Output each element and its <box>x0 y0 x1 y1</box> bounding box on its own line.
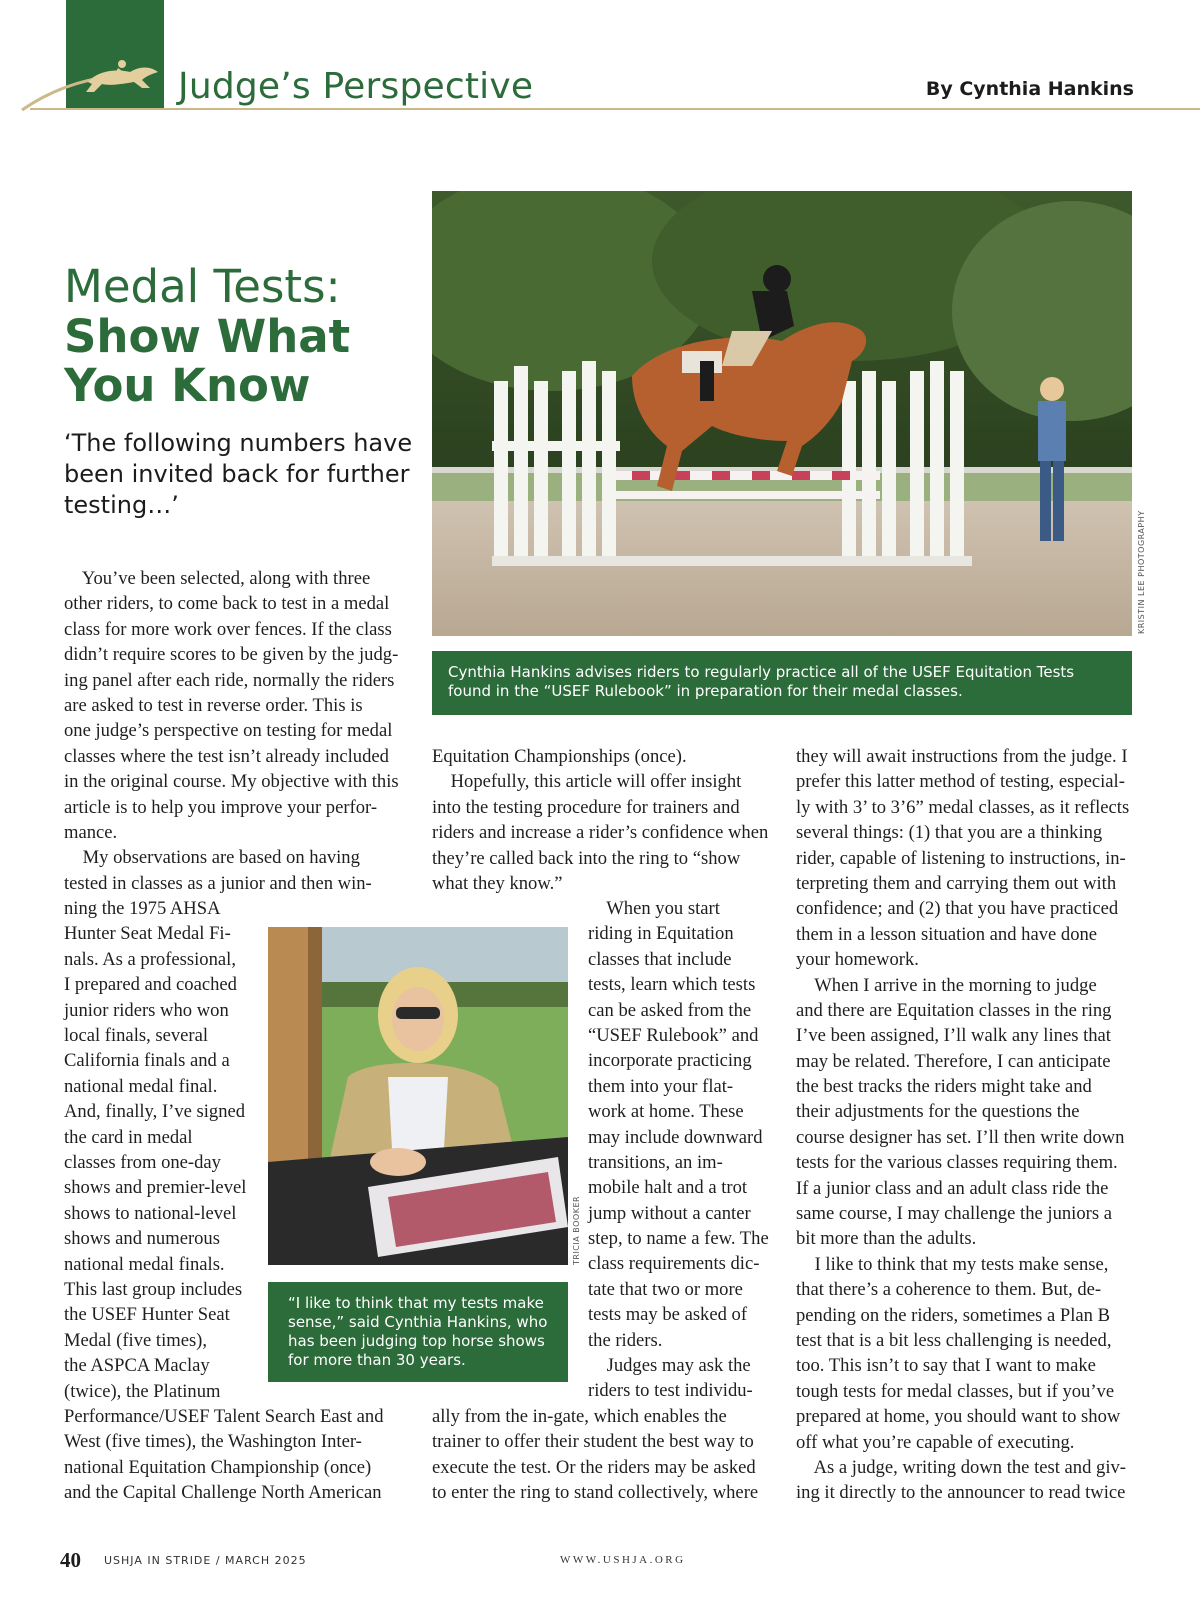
website-url: WWW.USHJA.ORG <box>560 1554 686 1566</box>
body-line: the USEF Hunter Seat <box>64 1304 230 1326</box>
body-line: the card in medal <box>64 1126 193 1148</box>
body-line: in the original course. My objective with this <box>64 771 399 793</box>
body-line: they will await instructions from the judge. I <box>796 746 1128 767</box>
body-line: nals. As a professional, <box>64 948 236 970</box>
body-line: into the testing procedure for trainers and <box>432 796 740 818</box>
body-line: tough tests for medal classes, but if you’ve <box>796 1380 1115 1402</box>
body-line: didn’t require scores to be given by the judg- <box>64 644 399 666</box>
body-line: local finals, several <box>64 1025 209 1047</box>
headline-light: Medal Tests: <box>64 260 341 313</box>
body-line: riders and increase a rider’s confidence when <box>432 822 769 844</box>
body-line: and the Capital Challenge North American <box>64 1482 382 1504</box>
body-line: bit more than the adults. <box>796 1228 977 1250</box>
body-line: confidence; and (2) that you have practiced <box>796 898 1119 920</box>
body-line: work at home. These <box>588 1101 744 1123</box>
body-line: them into your flat- <box>588 1075 734 1097</box>
body-line: several things: (1) that you are a thinking <box>796 822 1103 844</box>
byline: By Cynthia Hankins <box>925 78 1134 100</box>
body-line: Equitation Championships (once). <box>432 746 687 767</box>
body-line: junior riders who won <box>64 999 229 1021</box>
body-line: jump without a canter <box>588 1202 751 1224</box>
body-line: transitions, an im- <box>588 1151 723 1173</box>
inset-photo-caption: “I like to think that my tests make sense,” said Cynthia Hankins, who has been judging top horse shows for more than 30 years. <box>268 1282 568 1382</box>
body-line: classes from one-day <box>64 1151 221 1173</box>
body-line: what they know.” <box>432 872 563 894</box>
headline-bold-line-2: You Know <box>64 359 311 412</box>
body-line: California finals and a <box>64 1050 230 1072</box>
body-column-2-top <box>432 744 768 896</box>
body-line: can be asked from the <box>588 999 752 1021</box>
body-line: may be related. Therefore, I can anticipate <box>796 1050 1111 1072</box>
body-line: tate that two or more <box>588 1278 743 1300</box>
body-line: test that is a bit less challenging is needed, <box>796 1329 1112 1351</box>
body-line: I prepared and coached <box>64 974 237 996</box>
body-line: prefer this latter method of testing, especial- <box>796 771 1125 793</box>
body-line: mance. <box>64 821 118 843</box>
body-line: the best tracks the riders might take and <box>796 1076 1092 1098</box>
body-line: I like to think that my tests make sense, <box>796 1253 1109 1275</box>
body-line: execute the test. Or the riders may be asked <box>432 1456 756 1478</box>
body-line: same course, I may challenge the juniors a <box>796 1203 1112 1225</box>
body-line: class for more work over fences. If the class <box>64 618 392 640</box>
body-line: When I arrive in the morning to judge <box>796 974 1097 996</box>
body-line: their adjustments for the questions the <box>796 1101 1080 1123</box>
body-line: Hunter Seat Medal Fi- <box>64 923 231 945</box>
body-line: West (five times), the Washington Inter- <box>64 1431 362 1453</box>
body-line: ing panel after each ride, normally the riders <box>64 669 395 691</box>
body-line: one judge’s perspective on testing for medal <box>64 720 393 742</box>
body-column-2-bottom <box>432 1404 758 1506</box>
body-line: article is to help you improve your perfor- <box>64 796 378 818</box>
body-line: This last group includes <box>64 1278 243 1300</box>
body-line: trainer to offer their student the best way to <box>432 1431 754 1453</box>
body-line: You’ve been selected, along with three <box>64 568 371 589</box>
publication-name: USHJA IN STRIDE / MARCH 2025 <box>104 1554 307 1567</box>
body-line: too. This isn’t to say that I want to make <box>796 1355 1096 1377</box>
body-line: Hopefully, this article will offer insight <box>432 771 742 793</box>
body-line: incorporate practicing <box>588 1050 752 1072</box>
body-line: ally from the in-gate, which enables the <box>432 1406 727 1427</box>
body-line: terpreting them and carrying them out with <box>796 872 1117 894</box>
inset-photo-credit: TRICIA BOOKER <box>572 1195 581 1265</box>
body-line: pending on the riders, sometimes a Plan B <box>796 1304 1110 1326</box>
body-line: shows and numerous <box>64 1228 220 1250</box>
body-line: riders to test individu- <box>588 1380 753 1402</box>
body-line: classes where the test isn’t already included <box>64 745 389 767</box>
body-line: may include downward <box>588 1126 763 1148</box>
body-line: Medal (five times), <box>64 1329 208 1351</box>
body-line: national medal finals. <box>64 1253 225 1275</box>
body-line: off what you’re capable of executing. <box>796 1431 1075 1453</box>
body-column-2-wrap <box>588 896 769 1404</box>
body-line: course designer has set. I’ll then write down <box>796 1126 1125 1148</box>
header-rule <box>30 108 1200 110</box>
body-line: tests for the various classes requiring them. <box>796 1152 1118 1174</box>
body-line: rider, capable of listening to instructions, in- <box>796 847 1126 869</box>
body-line: are asked to test in reverse order. This is <box>64 694 363 716</box>
body-line: I’ve been assigned, I’ll walk any lines that <box>796 1025 1111 1047</box>
body-line: and there are Equitation classes in the ring <box>796 999 1112 1021</box>
main-photo-credit: KRISTIN LEE PHOTOGRAPHY <box>1137 510 1146 634</box>
body-line: Performance/USEF Talent Search East and <box>64 1405 384 1427</box>
body-line: step, to name a few. The <box>588 1228 769 1250</box>
body-line: your homework. <box>796 949 919 971</box>
main-photo-horse-jumping <box>432 191 1132 636</box>
body-line: shows to national-level <box>64 1202 237 1224</box>
body-line: ly with 3’ to 3’6” medal classes, as it reflects <box>796 796 1130 818</box>
body-line: Judges may ask the <box>588 1355 751 1377</box>
body-line: them in a lesson situation and have done <box>796 923 1098 945</box>
body-line: When you start <box>588 898 720 919</box>
body-line: the riders. <box>588 1329 663 1351</box>
body-line: other riders, to come back to test in a medal <box>64 593 390 615</box>
body-line: As a judge, writing down the test and giv- <box>796 1456 1126 1478</box>
body-line: My observations are based on having <box>64 847 360 869</box>
body-line: to enter the ring to stand collectively, where <box>432 1482 759 1504</box>
headline <box>64 262 424 411</box>
body-line: tests, learn which tests <box>588 974 756 996</box>
dek: ‘The following numbers have been invited back for further testing…’ <box>64 429 413 520</box>
body-line: shows and premier-level <box>64 1177 247 1199</box>
body-line: the ASPCA Maclay <box>64 1355 210 1377</box>
body-line: national medal final. <box>64 1075 218 1097</box>
body-line: class requirements dic- <box>588 1253 760 1275</box>
body-line: “USEF Rulebook” and <box>588 1024 759 1046</box>
section-title: Judge’s Perspective <box>178 66 534 107</box>
page-number: 40 <box>60 1548 81 1572</box>
body-line: ing it directly to the announcer to read twice <box>796 1482 1126 1504</box>
body-line: national Equitation Championship (once) <box>64 1456 372 1478</box>
body-line: And, finally, I’ve signed <box>64 1101 246 1123</box>
body-line: tests may be asked of <box>588 1304 748 1326</box>
main-photo-caption: Cynthia Hankins advises riders to regularly practice all of the USEF Equitation Tests found in the “USEF Rulebook” in preparation for their medal classes. <box>432 651 1132 715</box>
body-line: ning the 1975 AHSA <box>64 898 221 920</box>
body-line: prepared at home, you should want to show <box>796 1406 1121 1428</box>
body-line: riding in Equitation <box>588 923 734 945</box>
body-line: that there’s a coherence to them. But, de- <box>796 1279 1102 1301</box>
body-line: classes that include <box>588 948 732 970</box>
body-line: (twice), the Platinum <box>64 1380 221 1402</box>
body-line: mobile halt and a trot <box>588 1177 748 1199</box>
body-line: If a junior class and an adult class ride the <box>796 1177 1109 1199</box>
body-column-3 <box>796 744 1129 1506</box>
body-line: tested in classes as a junior and then win- <box>64 872 372 894</box>
horse-rider-logo-icon <box>18 52 168 114</box>
body-line: they’re called back into the ring to “show <box>432 847 741 869</box>
headline-bold-line-1: Show What <box>64 309 351 363</box>
body-column-1 <box>64 566 399 1505</box>
